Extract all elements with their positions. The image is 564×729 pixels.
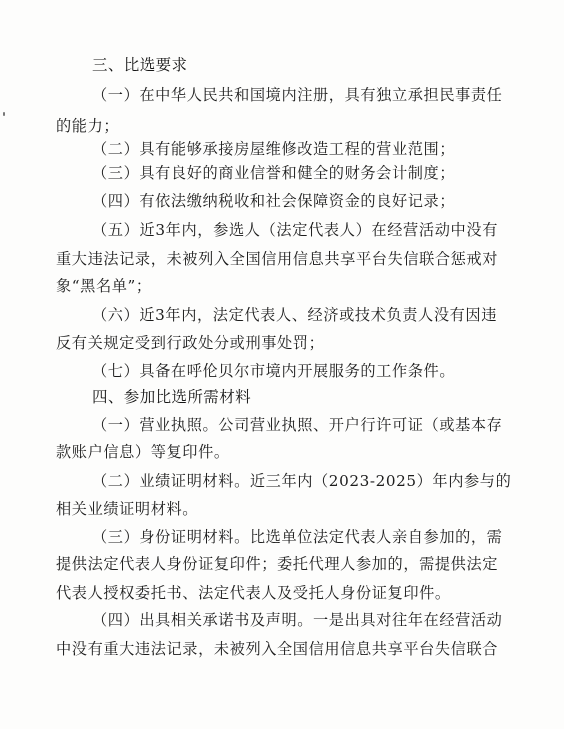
section-3-item-3: （三）具有良好的商业信誉和健全的财务会计制度；	[92, 164, 456, 182]
section-4-item-3-line-2: 提供法定代表人身份证复印件；委托代理人参加的，需提供法定	[56, 555, 499, 573]
section-3-item-5-line-3: 象“黑名单”；	[56, 277, 152, 295]
section-3-item-2: （二）具有能够承接房屋维修改造工程的营业范围；	[92, 140, 456, 158]
section-3-item-1-line-2: 的能力；	[56, 117, 120, 135]
section-4-item-2-line-2: 相关业绩证明材料。	[56, 500, 199, 518]
section-4-item-1-line-1: （一）营业执照。公司营业执照、开户行许可证（或基本存	[92, 416, 503, 434]
section-4-item-4-line-1: （四）出具相关承诺书及声明。一是出具对往年在经营活动	[92, 611, 503, 629]
section-3-item-5-line-2: 重大违法记录，未被列入全国信用信息共享平台失信联合惩戒对	[56, 250, 499, 268]
section-3-item-4: （四）有依法缴纳税收和社会保障资金的良好记录；	[92, 192, 456, 210]
section-4-item-3-line-1: （三）身份证明材料。比选单位法定代表人亲自参加的，需	[92, 528, 503, 546]
section-3-heading: 三、比选要求	[92, 56, 188, 74]
section-3-item-1-line-1: （一）在中华人民共和国境内注册，具有独立承担民事责任	[92, 86, 503, 104]
section-3-item-7: （七）具备在呼伦贝尔市境内开展服务的工作条件。	[92, 362, 456, 380]
section-3-item-5-line-1: （五）近3年内，参选人（法定代表人）在经营活动中没有	[92, 221, 498, 239]
section-4-item-4-line-2: 中没有重大违法记录，未被列入全国信用信息共享平台失信联合	[56, 640, 499, 658]
margin-mark	[3, 112, 5, 116]
section-4-item-1-line-2: 款账户信息）等复印件。	[56, 443, 230, 461]
section-3-item-6-line-1: （六）近3年内，法定代表人、经济或技术负责人没有因违	[92, 306, 497, 324]
section-4-item-2-line-1: （二）业绩证明材料。近三年内（2023-2025）年内参与的	[92, 472, 512, 490]
section-4-heading: 四、参加比选所需材料	[92, 388, 252, 406]
section-3-item-6-line-2: 反有关规定受到行政处分或刑事处罚；	[56, 334, 325, 352]
section-4-item-3-line-3: 代表人授权委托书、法定代表人及受托人身份证复印件。	[56, 584, 451, 602]
